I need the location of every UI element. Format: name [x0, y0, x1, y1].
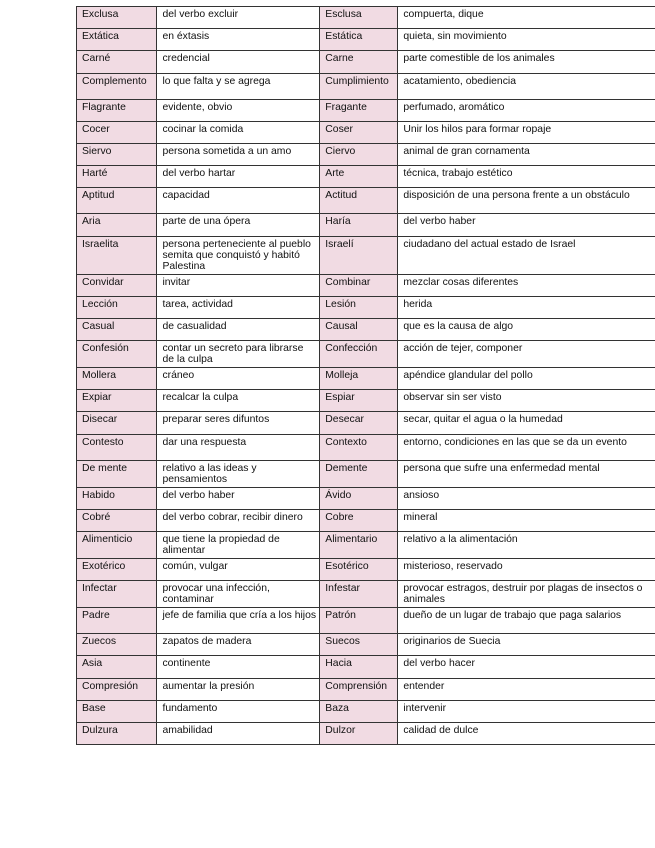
- definition-left: persona perteneciente al pueblo semita que conquistó y habitó Palestina: [157, 236, 320, 274]
- definition-right: ansioso: [398, 487, 655, 509]
- word-right: Cobre: [320, 509, 398, 531]
- word-right: Contexto: [320, 434, 398, 460]
- table-row: [77, 7, 655, 29]
- definition-right: mineral: [398, 509, 655, 531]
- definition-right: acatamiento, obediencia: [398, 73, 655, 99]
- table-row: [77, 509, 655, 531]
- table-row: [77, 487, 655, 509]
- word-left: Base: [77, 700, 157, 722]
- table-row: [77, 608, 655, 634]
- table-row: [77, 700, 655, 722]
- word-right: Patrón: [320, 608, 398, 634]
- word-right: Hacia: [320, 656, 398, 678]
- definition-left: zapatos de madera: [157, 634, 320, 656]
- word-right: Combinar: [320, 274, 398, 296]
- word-left: Complemento: [77, 73, 157, 99]
- word-left: Compresión: [77, 678, 157, 700]
- table-row: [77, 121, 655, 143]
- word-left: Lección: [77, 296, 157, 318]
- definition-right: que es la causa de algo: [398, 318, 655, 340]
- table-row: [77, 532, 655, 559]
- word-left: Cocer: [77, 121, 157, 143]
- table-row: [77, 412, 655, 434]
- word-left: Confesión: [77, 341, 157, 368]
- word-right: Alimentario: [320, 532, 398, 559]
- word-left: Exotérico: [77, 559, 157, 581]
- word-right: Dulzor: [320, 722, 398, 744]
- definition-right: intervenir: [398, 700, 655, 722]
- word-right: Ciervo: [320, 143, 398, 165]
- definition-right: acción de tejer, componer: [398, 341, 655, 368]
- definition-left: preparar seres difuntos: [157, 412, 320, 434]
- definition-right: misterioso, reservado: [398, 559, 655, 581]
- definition-left: continente: [157, 656, 320, 678]
- word-left: Siervo: [77, 143, 157, 165]
- table-row: [77, 29, 655, 51]
- definition-left: que tiene la propiedad de alimentar: [157, 532, 320, 559]
- definition-right: técnica, trabajo estético: [398, 166, 655, 188]
- word-right: Suecos: [320, 634, 398, 656]
- word-right: Esclusa: [320, 7, 398, 29]
- definition-left: cocinar la comida: [157, 121, 320, 143]
- table-row: [77, 318, 655, 340]
- definition-left: del verbo hartar: [157, 166, 320, 188]
- word-right: Comprensión: [320, 678, 398, 700]
- table-row: [77, 99, 655, 121]
- definition-right: entorno, condiciones en las que se da un evento: [398, 434, 655, 460]
- table-row: [77, 51, 655, 73]
- definition-right: parte comestible de los animales: [398, 51, 655, 73]
- table-row: [77, 341, 655, 368]
- word-left: Israelita: [77, 236, 157, 274]
- definition-right: persona que sufre una enfermedad mental: [398, 460, 655, 487]
- paronyms-table: [76, 6, 655, 745]
- word-left: Expiar: [77, 390, 157, 412]
- word-left: Habido: [77, 487, 157, 509]
- definition-left: evidente, obvio: [157, 99, 320, 121]
- definition-left: fundamento: [157, 700, 320, 722]
- definition-left: jefe de familia que cría a los hijos: [157, 608, 320, 634]
- word-right: Israelí: [320, 236, 398, 274]
- word-left: Contesto: [77, 434, 157, 460]
- table-row: [77, 274, 655, 296]
- definition-right: quieta, sin movimiento: [398, 29, 655, 51]
- definition-right: originarios de Suecia: [398, 634, 655, 656]
- definition-right: perfumado, aromático: [398, 99, 655, 121]
- definition-right: apéndice glandular del pollo: [398, 368, 655, 390]
- table-row: [77, 236, 655, 274]
- word-right: Baza: [320, 700, 398, 722]
- definition-right: compuerta, dique: [398, 7, 655, 29]
- word-right: Espiar: [320, 390, 398, 412]
- definition-left: contar un secreto para librarse de la culpa: [157, 341, 320, 368]
- table-row: [77, 368, 655, 390]
- table-row: [77, 581, 655, 608]
- table-row: [77, 390, 655, 412]
- table-row: [77, 143, 655, 165]
- word-right: Coser: [320, 121, 398, 143]
- word-left: Infectar: [77, 581, 157, 608]
- table-row: [77, 214, 655, 236]
- table-row: [77, 296, 655, 318]
- table-row: [77, 656, 655, 678]
- definition-right: ciudadano del actual estado de Israel: [398, 236, 655, 274]
- word-left: Disecar: [77, 412, 157, 434]
- word-left: Aptitud: [77, 188, 157, 214]
- word-left: Exclusa: [77, 7, 157, 29]
- definition-left: dar una respuesta: [157, 434, 320, 460]
- word-right: Infestar: [320, 581, 398, 608]
- definition-right: herida: [398, 296, 655, 318]
- definition-left: de casualidad: [157, 318, 320, 340]
- table-row: [77, 678, 655, 700]
- definition-left: del verbo excluir: [157, 7, 320, 29]
- definition-right: secar, quitar el agua o la humedad: [398, 412, 655, 434]
- definition-left: relativo a las ideas y pensamientos: [157, 460, 320, 487]
- word-right: Fragante: [320, 99, 398, 121]
- word-right: Ávido: [320, 487, 398, 509]
- definition-left: recalcar la culpa: [157, 390, 320, 412]
- word-left: Flagrante: [77, 99, 157, 121]
- definition-left: persona sometida a un amo: [157, 143, 320, 165]
- definition-right: del verbo hacer: [398, 656, 655, 678]
- word-left: Cobré: [77, 509, 157, 531]
- definition-left: provocar una infección, contaminar: [157, 581, 320, 608]
- word-left: Aria: [77, 214, 157, 236]
- definition-right: calidad de dulce: [398, 722, 655, 744]
- word-right: Carne: [320, 51, 398, 73]
- definition-left: lo que falta y se agrega: [157, 73, 320, 99]
- table-row: [77, 188, 655, 214]
- table-row: [77, 460, 655, 487]
- definition-right: observar sin ser visto: [398, 390, 655, 412]
- definition-right: animal de gran cornamenta: [398, 143, 655, 165]
- word-left: Padre: [77, 608, 157, 634]
- definition-right: provocar estragos, destruir por plagas de insectos o animales: [398, 581, 655, 608]
- word-right: Haría: [320, 214, 398, 236]
- word-right: Esotérico: [320, 559, 398, 581]
- table-body: [77, 7, 655, 745]
- word-right: Estática: [320, 29, 398, 51]
- definition-left: del verbo cobrar, recibir dinero: [157, 509, 320, 531]
- word-right: Confección: [320, 341, 398, 368]
- word-left: Convidar: [77, 274, 157, 296]
- definition-left: común, vulgar: [157, 559, 320, 581]
- word-left: Harté: [77, 166, 157, 188]
- definition-right: entender: [398, 678, 655, 700]
- table-row: [77, 73, 655, 99]
- word-left: De mente: [77, 460, 157, 487]
- word-left: Dulzura: [77, 722, 157, 744]
- definition-left: amabilidad: [157, 722, 320, 744]
- table-row: [77, 634, 655, 656]
- word-left: Alimenticio: [77, 532, 157, 559]
- word-right: Cumplimiento: [320, 73, 398, 99]
- word-left: Carné: [77, 51, 157, 73]
- word-right: Causal: [320, 318, 398, 340]
- table-row: [77, 722, 655, 744]
- definition-left: credencial: [157, 51, 320, 73]
- word-left: Extática: [77, 29, 157, 51]
- definition-left: tarea, actividad: [157, 296, 320, 318]
- definition-right: Unir los hilos para formar ropaje: [398, 121, 655, 143]
- word-left: Asia: [77, 656, 157, 678]
- definition-left: aumentar la presión: [157, 678, 320, 700]
- word-left: Mollera: [77, 368, 157, 390]
- word-right: Desecar: [320, 412, 398, 434]
- definition-left: parte de una ópera: [157, 214, 320, 236]
- table-row: [77, 434, 655, 460]
- word-right: Actitud: [320, 188, 398, 214]
- word-right: Demente: [320, 460, 398, 487]
- definition-right: dueño de un lugar de trabajo que paga salarios: [398, 608, 655, 634]
- definition-right: del verbo haber: [398, 214, 655, 236]
- word-right: Lesión: [320, 296, 398, 318]
- definition-left: cráneo: [157, 368, 320, 390]
- definition-left: en éxtasis: [157, 29, 320, 51]
- word-left: Casual: [77, 318, 157, 340]
- table-row: [77, 166, 655, 188]
- word-right: Molleja: [320, 368, 398, 390]
- word-left: Zuecos: [77, 634, 157, 656]
- definition-left: capacidad: [157, 188, 320, 214]
- definition-right: disposición de una persona frente a un obstáculo: [398, 188, 655, 214]
- definition-left: invitar: [157, 274, 320, 296]
- definition-left: del verbo haber: [157, 487, 320, 509]
- table-row: [77, 559, 655, 581]
- definition-right: mezclar cosas diferentes: [398, 274, 655, 296]
- word-right: Arte: [320, 166, 398, 188]
- definition-right: relativo a la alimentación: [398, 532, 655, 559]
